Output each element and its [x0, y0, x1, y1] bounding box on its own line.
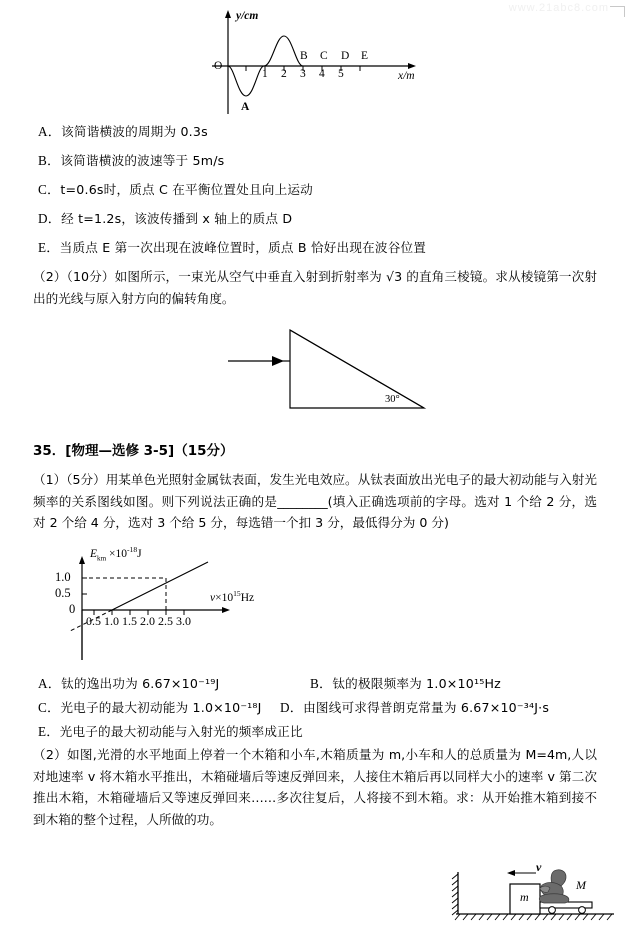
option35-C-label: C． [38, 700, 61, 715]
option-row-A [38, 124, 208, 140]
photoelectric-xtick-25: 2.5 [158, 614, 173, 628]
photoelectric-xtick-20: 2.0 [140, 614, 155, 628]
cart-svg [444, 852, 616, 924]
option-row-B [38, 153, 224, 169]
photoelectric-graph-figure [42, 545, 292, 663]
option35-E-text: 光电子的最大初动能与入射光的频率成正比 [59, 724, 303, 739]
option35-row-C [38, 700, 262, 716]
option35-row-B [310, 676, 501, 692]
photoelectric-ytick-1: 1.0 [55, 570, 71, 584]
photoelectric-y-exponent: -18 [127, 545, 138, 555]
option35-D-text: 由图线可求得普朗克常量为 6.67×10⁻³⁴J·s [303, 700, 550, 715]
corner-crop-mark [610, 6, 625, 17]
wave-point-label-E: E [361, 50, 369, 62]
photoelectric-y-subscript: km [97, 554, 107, 563]
cart-figure [444, 852, 616, 924]
section-35-heading: 35．[物理—选修 3-5]（15分） [33, 443, 234, 459]
question-2-stem: （2）（10分）如图所示，一束光从空气中垂直入射到折射率为 √3 的直角三棱镜。求从棱镜第一次射出的光线与原入射方向的偏转角度。 [33, 269, 597, 306]
option-B-label: B． [38, 153, 61, 168]
photoelectric-y-axis-label: $E_{km} \times 10^{-18}J$ [90, 545, 142, 563]
wave-origin-label: O [214, 60, 223, 72]
option-A-label: A． [38, 124, 62, 139]
option-E-label: E． [38, 240, 60, 255]
photoelectric-x-axis-label: $\nu\times 10^{15}Hz$ [210, 589, 255, 604]
option35-A-label: A． [38, 676, 62, 691]
option-C-text: t=0.6s时，质点 C 在平衡位置处且向上运动 [60, 182, 313, 197]
cart-mass-label: M [576, 878, 586, 892]
watermark-text: www.21abc8.com [508, 2, 609, 14]
wave-point-label-D: D [341, 50, 350, 62]
wave-y-axis-label: y/cm [236, 10, 259, 22]
section-35-q1-stem: （1）（5分）用某单色光照射金属钛表面，发生光电效应。从钛表面放出光电子的最大初动能与入射光频率的关系图线如图。则下列说法正确的是________(填入正确选项前的字母。选对 1 个给 2 分，选对 2 个给 4 分，选对 3 个给 5 分，每选错一个扣 3 分，最低得分为 0 分) [33, 472, 597, 530]
photoelectric-graph-svg [42, 545, 292, 663]
option-row-E [38, 240, 426, 256]
option35-A-text: 钛的逸出功为 6.67×10⁻¹⁹J [61, 676, 220, 691]
option-B-text: 该简谐横波的波速等于 5m/s [60, 153, 225, 168]
wave-xtick-2: 2 [281, 68, 287, 80]
photoelectric-y-symbol: E [90, 548, 98, 560]
wave-xtick-1: 1 [262, 68, 268, 80]
option35-E-label: E． [38, 724, 60, 739]
section-35-q2-stem: （2）如图,光滑的水平地面上停着一个木箱和小车,木箱质量为 m,小车和人的总质量为 M=4m,人以对地速率 v 将木箱水平推出，木箱碰墙后等速反弹回来，人接住木箱后再以同样大小的速率 v 第二次推出木箱，木箱碰墙后又等速反弹回来……多次往复后，人将接不到木箱。求：从开始推木箱到接不到木箱的整个过程，人所做的功。 [33, 747, 597, 827]
option-row-D [38, 211, 292, 227]
option-D-text: 经 t=1.2s，该波传播到 x 轴上的质点 D [61, 211, 293, 226]
photoelectric-xtick-05: 0.5 [86, 614, 101, 628]
photoelectric-ytick-0: 0 [69, 602, 76, 616]
cart-box-label: m [520, 890, 529, 904]
option35-D-label: D． [280, 700, 304, 715]
wave-trough-label-A: A [241, 101, 250, 113]
option-row-C [38, 182, 313, 198]
option35-B-label: B． [310, 676, 333, 691]
wave-point-label-B: B [300, 50, 308, 62]
wave-point-label-C: C [320, 50, 328, 62]
photoelectric-ytick-05: 0.5 [55, 586, 71, 600]
wave-xtick-4: 4 [319, 68, 325, 80]
photoelectric-xtick-10: 1.0 [104, 614, 119, 628]
photoelectric-xtick-15: 1.5 [122, 614, 137, 628]
option-E-text: 当质点 E 第一次出现在波峰位置时，质点 B 恰好出现在波谷位置 [59, 240, 427, 255]
wave-xtick-5: 5 [338, 68, 344, 80]
wave-x-axis-label: x/m [398, 70, 415, 82]
option35-row-E [38, 724, 303, 740]
option35-row-D [280, 700, 549, 716]
wave-xtick-3: 3 [300, 68, 306, 80]
option35-row-A [38, 676, 219, 692]
prism-figure [222, 322, 442, 430]
option-D-label: D． [38, 211, 62, 226]
photoelectric-x-symbol: ν [210, 592, 216, 604]
option35-C-text: 光电子的最大初动能为 1.0×10⁻¹⁸J [60, 700, 262, 715]
prism-angle-label: 30° [385, 394, 400, 405]
photoelectric-x-exponent: 15 [233, 589, 241, 599]
option-C-label: C． [38, 182, 61, 197]
cart-velocity-label: v [536, 860, 542, 874]
option-A-text: 该简谐横波的周期为 0.3s [61, 124, 208, 139]
option35-B-text: 钛的极限频率为 1.0×10¹⁵Hz [332, 676, 501, 691]
photoelectric-xtick-30: 3.0 [176, 614, 191, 628]
prism-svg [222, 322, 442, 430]
wave-graph-figure [200, 4, 440, 120]
